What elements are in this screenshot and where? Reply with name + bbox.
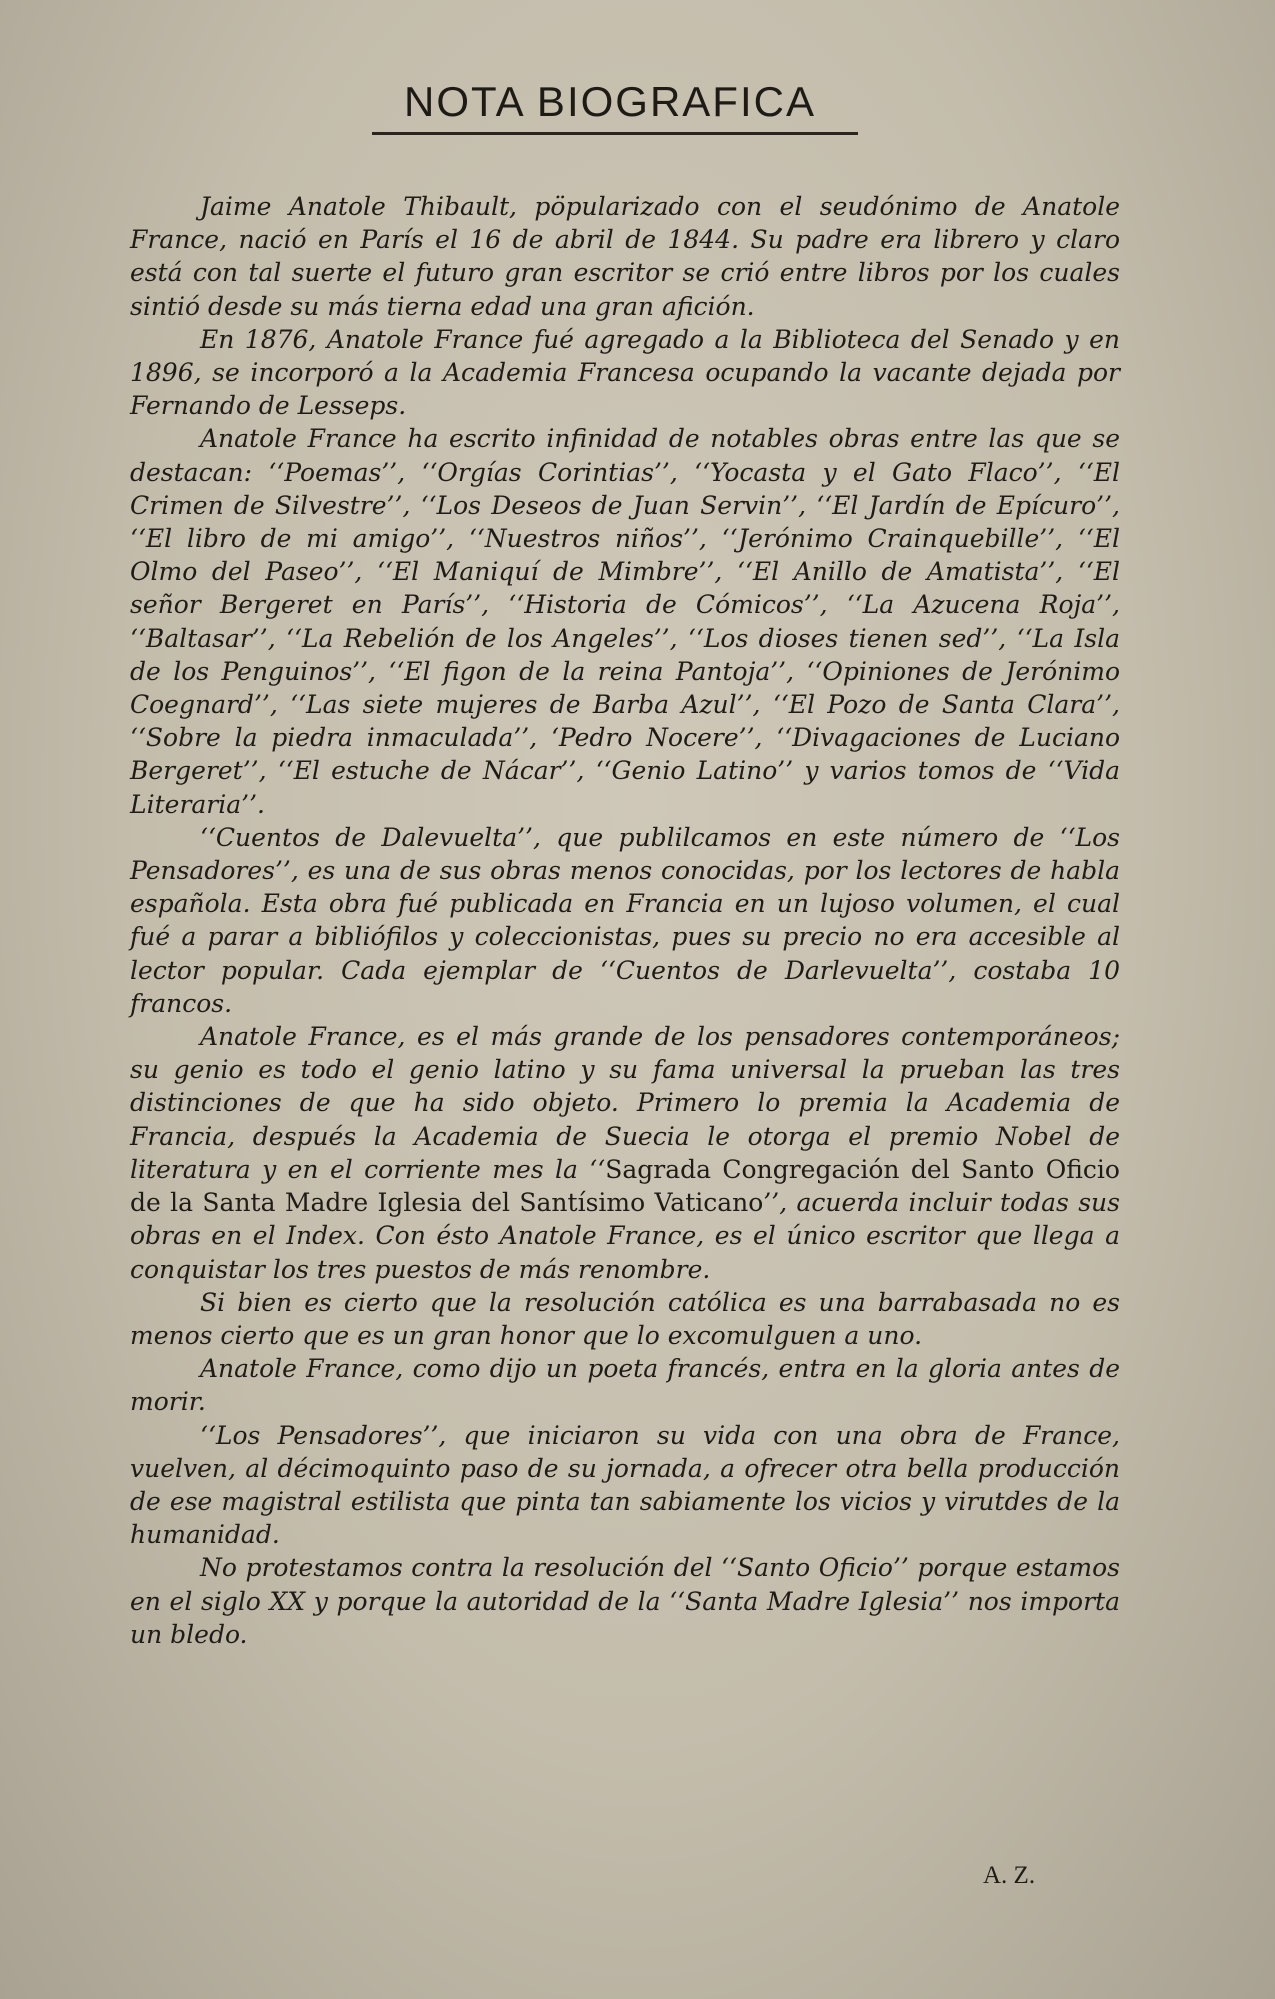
distinctions-upright-middle: Sagrada Congregación del Santo Oficio de la Santa Madre Iglesia del Santísimo Vaticano xyxy=(130,1154,1120,1218)
paragraph-career: En 1876, Anatole France fué agregado a la Biblioteca del Senado y en 1896, se incorporó a la Academia Francesa ocupando la vacante dejada por Fernando de Lesseps. xyxy=(130,324,1120,421)
paragraph-los-pensadores: ‘‘Los Pensadores’’, que iniciaron su vida con una obra de France, vuelven, al décimoquinto paso de su jornada, a ofrecer otra bella producción de ese magistral estilista que pinta tan sabiamente los vicios y virutdes de la humanidad. xyxy=(130,1420,1120,1550)
distinctions-italic-start: Anatole France, es el más grande de los pensadores contemporáneos; su genio es todo el genio latino y su fama universal la prueban las tres distinciones de que ha sido objeto. Primero lo premia la Academia de Francia, después la Academia de Suecia le otorga el premio Nobel de literatura y en el corriente mes la ‘‘ xyxy=(130,1022,1120,1184)
paragraph-resolution: Si bien es cierto que la resolución católica es una barrabasada no es menos cierto que es un gran honor que lo excomulguen a uno. xyxy=(130,1287,1120,1350)
title-underline xyxy=(372,132,858,135)
biography-text xyxy=(130,190,1120,1651)
page-title: NOTA BIOGRAFICA xyxy=(404,78,816,125)
distinctions-italic-end: ’’, acuerda incluir todas sus obras en el Index. Con ésto Anatole France, es el único escritor que llega a conquistar los tres puestos de más renombre. xyxy=(130,1188,1120,1284)
paragraph-distinctions xyxy=(130,1020,1120,1286)
paragraph-dalevuelta: ‘‘Cuentos de Dalevuelta’’, que publilcamos en este número de ‘‘Los Pensadores’’, es una de sus obras menos conocidas, por los lectores de habla española. Esta obra fué publicada en Francia en un lujoso volumen, el cual fué a parar a bibliófilos y coleccionistas, pues su precio no era accesible al lector popular. Cada ejemplar de ‘‘Cuentos de Darlevuelta’’, costaba 10 francos. xyxy=(130,822,1120,1018)
paragraph-protest: No protestamos contra la resolución del ‘‘Santo Oficio’’ porque estamos en el siglo XX y porque la autoridad de la ‘‘Santa Madre Iglesia’’ nos importa un bledo. xyxy=(130,1553,1120,1649)
paragraph-birth: Jaime Anatole Thibault, pöpularizado con el seudónimo de Anatole France, nació en París el 16 de abril de 1844. Su padre era librero y claro está con tal suerte el futuro gran escritor se crió entre libros por los cuales sintió desde su más tierna edad una gran afición. xyxy=(130,192,1120,321)
paragraph-works: Anatole France ha escrito infinidad de notables obras entre las que se destacan: ‘‘Poemas’’, ‘‘Orgías Corintias’’, ‘‘Yocasta y el Gato Flaco’’, ‘‘El Crimen de Silvestre’’, ‘‘Los Deseos de Juan Servin’’, ‘‘El Jardín de Epícuro’’, ‘‘El libro de mi amigo’’, ‘‘Nuestros niños’’, ‘‘Jerónimo Crainquebille’’, ‘‘El Olmo del Paseo’’, ‘‘El Maniquí de Mimbre’’, ‘‘El Anillo de Amatista’’, ‘‘El señor Bergeret en París’’, ‘‘Historia de Cómicos’’, ‘‘La Azucena Roja’’, ‘‘Baltasar’’, ‘‘La Rebelión de los Angeles’’, ‘‘Los dioses tienen sed’’, ‘‘La Isla de los Penguinos’’, ‘‘El figon de la reina Pantoja’’, ‘‘Opiniones de Jerónimo Coegnard’’, ‘‘Las siete mujeres de Barba Azul’’, ‘‘El Pozo de Santa Clara’’, ‘‘Sobre la piedra inmaculada’’, ‘Pedro Nocere’’, ‘‘Divagaciones de Luciano Bergeret’’, ‘‘El estuche de Nácar’’, ‘‘Genio Latino’’ y varios tomos de ‘‘Vida Literaria’’. xyxy=(130,424,1120,819)
paragraph-glory: Anatole France, como dijo un poeta francés, entra en la gloria antes de morir. xyxy=(130,1354,1120,1417)
signature: A. Z. xyxy=(983,1862,1036,1889)
